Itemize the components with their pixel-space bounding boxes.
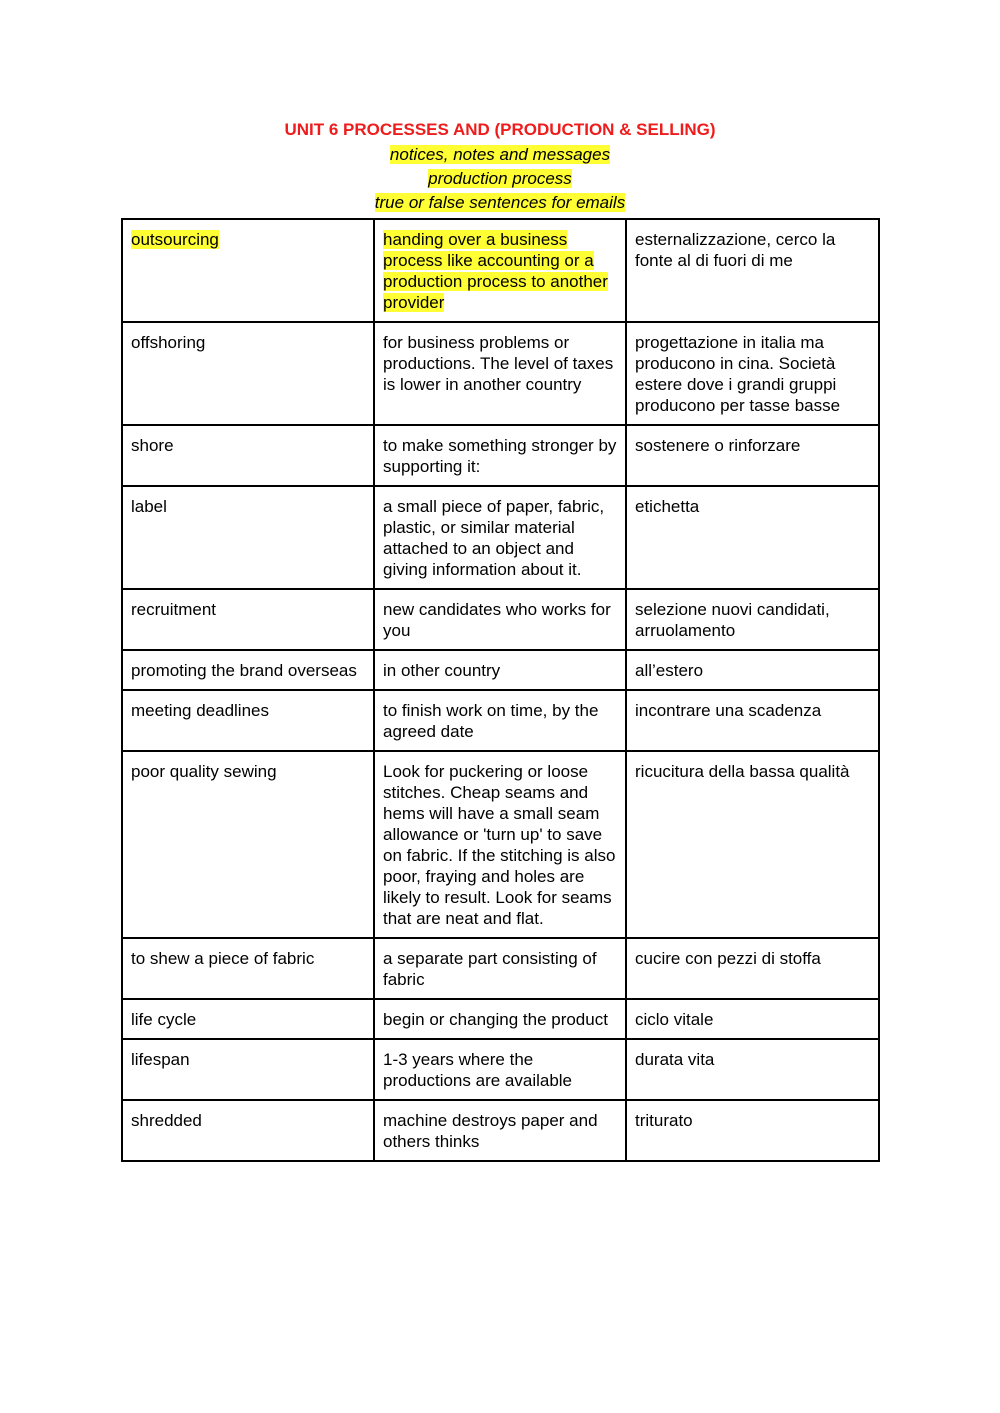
table-row [122,1039,879,1100]
term-cell: meeting deadlines [122,690,374,751]
translation-cell: ricucitura della bassa qualità [626,751,879,938]
subtitle-line [0,191,1000,215]
highlighted-text: notices, notes and messages [389,145,611,164]
term-cell: offshoring [122,322,374,425]
definition-cell: begin or changing the product [374,999,626,1039]
translation-cell: durata vita [626,1039,879,1100]
term-cell: poor quality sewing [122,751,374,938]
definition-cell: for business problems or productions. The level of taxes is lower in another country [374,322,626,425]
subtitle-line [0,167,1000,191]
translation-cell: triturato [626,1100,879,1161]
table-row [122,650,879,690]
term-cell: life cycle [122,999,374,1039]
definition-cell: 1-3 years where the productions are available [374,1039,626,1100]
term-cell: lifespan [122,1039,374,1100]
table-row [122,425,879,486]
translation-cell: sostenere o rinforzare [626,425,879,486]
translation-cell: etichetta [626,486,879,589]
term-cell [122,219,374,322]
highlighted-text: production process [428,169,572,188]
table-row [122,938,879,999]
table-row [122,690,879,751]
subtitle-line [0,143,1000,167]
translation-cell: ciclo vitale [626,999,879,1039]
definition-cell: a separate part consisting of fabric [374,938,626,999]
table-row [122,219,879,322]
definition-cell: to finish work on time, by the agreed date [374,690,626,751]
term-text: outsourcing [131,230,219,249]
highlighted-text: true or false sentences for emails [374,193,626,212]
term-cell: recruitment [122,589,374,650]
table-row [122,999,879,1039]
page-title: UNIT 6 PROCESSES AND (PRODUCTION & SELLING) [284,120,716,139]
table-row [122,322,879,425]
definition-cell: to make something stronger by supporting it: [374,425,626,486]
definition-cell: a small piece of paper, fabric, plastic, or similar material attached to an object and giving information about it. [374,486,626,589]
translation-cell: esternalizzazione, cerco la fonte al di fuori di me [626,219,879,322]
translation-cell: progettazione in italia ma producono in cina. Società estere dove i grandi gruppi producono per tasse basse [626,322,879,425]
table-row [122,1100,879,1161]
term-cell: label [122,486,374,589]
definition-cell: Look for puckering or loose stitches. Cheap seams and hems will have a small seam allowance or 'turn up' to save on fabric. If the stitching is also poor, fraying and holes are likely to result. Look for seams that are neat and flat. [374,751,626,938]
definition-cell [374,219,626,322]
table-row [122,486,879,589]
definition-cell: machine destroys paper and others thinks [374,1100,626,1161]
vocabulary-table [121,218,880,1162]
translation-cell: cucire con pezzi di stoffa [626,938,879,999]
translation-cell: incontrare una scadenza [626,690,879,751]
translation-cell: all’estero [626,650,879,690]
definition-cell: new candidates who works for you [374,589,626,650]
translation-cell: selezione nuovi candidati, arruolamento [626,589,879,650]
table-row [122,589,879,650]
definition-cell: in other country [374,650,626,690]
definition-text: handing over a business process like accounting or a production process to another provider [383,230,608,312]
document-header [0,118,1000,215]
term-cell: to shew a piece of fabric [122,938,374,999]
table-row [122,751,879,938]
term-cell: promoting the brand overseas [122,650,374,690]
term-cell: shore [122,425,374,486]
term-cell: shredded [122,1100,374,1161]
